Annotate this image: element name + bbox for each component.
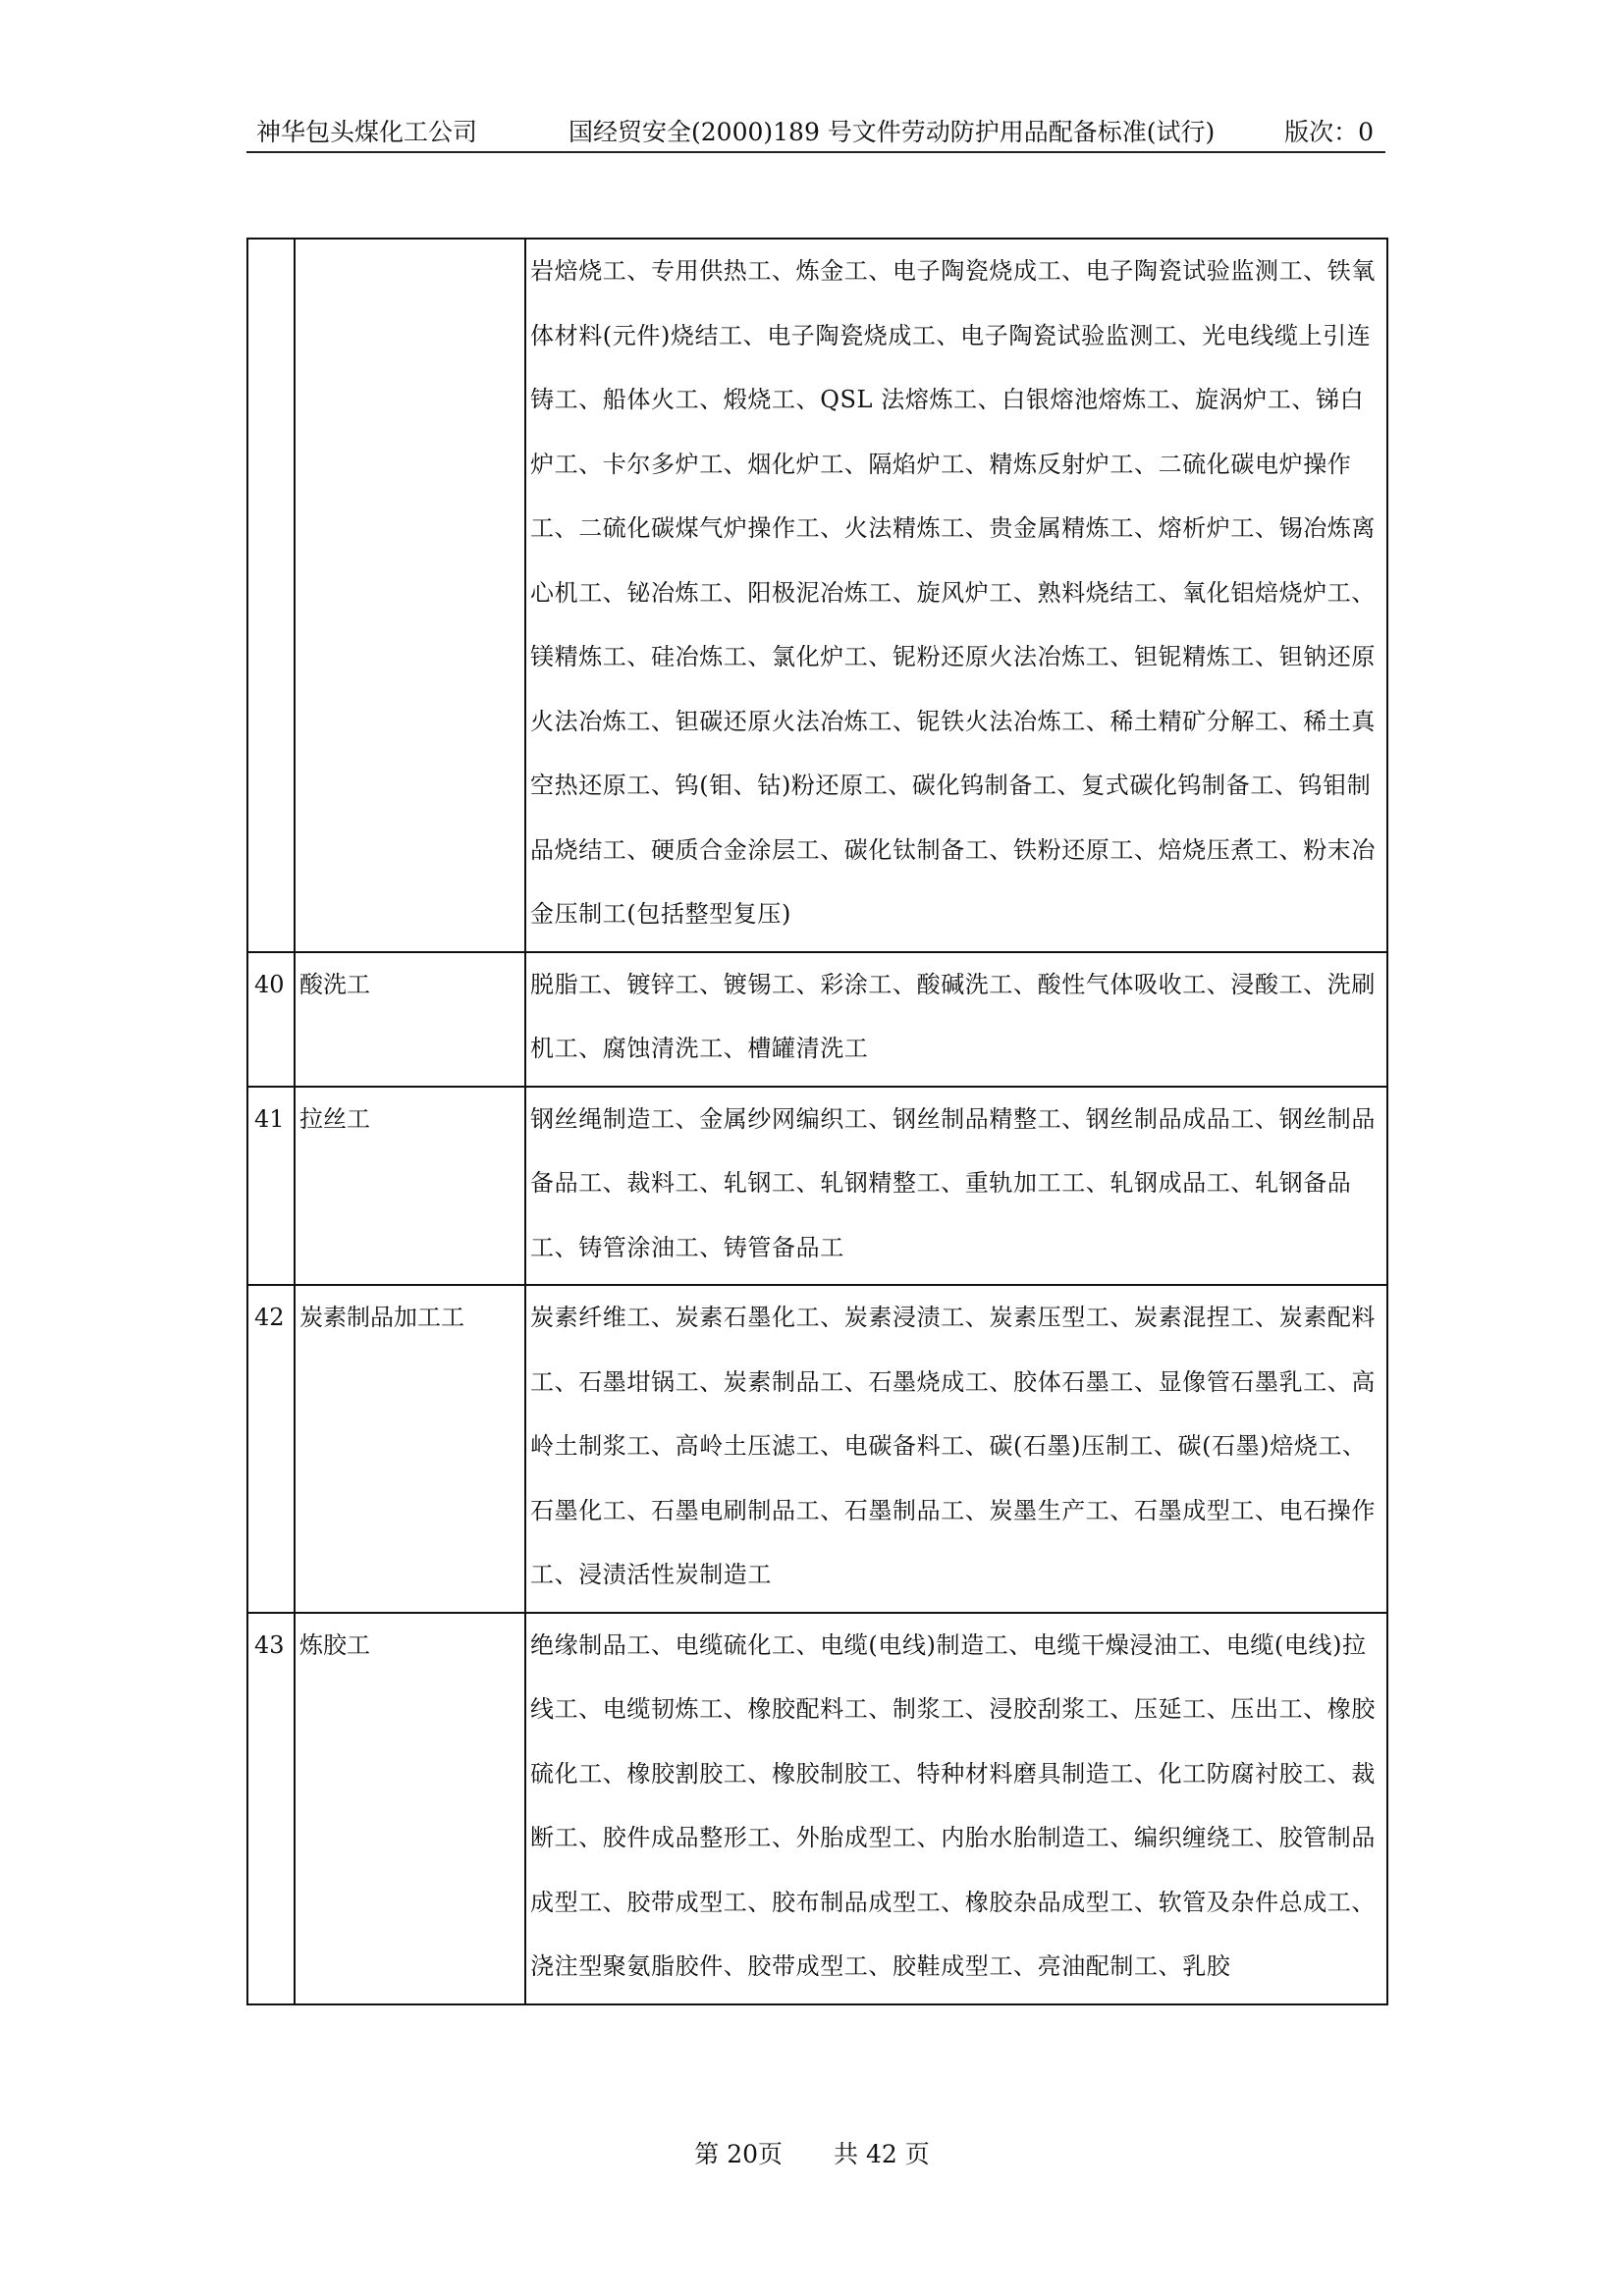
job-description	[525, 952, 1387, 1087]
job-description-text: 炭素纤维工、炭素石墨化工、炭素浸渍工、炭素压型工、炭素混捏工、炭素配料工、石墨坩锅工、炭素制品工、石墨烧成工、胶体石墨工、显像管石墨乳工、高岭土制浆工、高岭土压滤工、电碳备料工、碳(石墨)压制工、碳(石墨)焙烧工、石墨化工、石墨电刷制品工、石墨制品工、炭墨生产工、石墨成型工、电石操作工、浸渍活性炭制造工	[530, 1304, 1376, 1588]
row-number: 41	[247, 1087, 295, 1286]
header-company: 神华包头煤化工公司	[256, 118, 478, 146]
job-title	[295, 239, 525, 952]
job-description-text: 岩焙烧工、专用供热工、炼金工、电子陶瓷烧成工、电子陶瓷试验监测工、铁氧体材料(元件)烧结工、电子陶瓷烧成工、电子陶瓷试验监测工、光电线缆上引连铸工、船体火工、煅烧工、QSL 法熔炼工、白银熔池熔炼工、旋涡炉工、锑白炉工、卡尔多炉工、烟化炉工、隔焰炉工、精炼反射炉工、二硫化碳电炉操作工、二硫化碳煤气炉操作工、火法精炼工、贵金属精炼工、熔析炉工、锡冶炼离心机工、铋冶炼工、阳极泥冶炼工、旋风炉工、熟料烧结工、氧化铝焙烧炉工、镁精炼工、硅冶炼工、氯化炉工、铌粉还原火法冶炼工、钽铌精炼工、钽钠还原火法冶炼工、钽碳还原火法冶炼工、铌铁火法冶炼工、稀土精矿分解工、稀土真空热还原工、钨(钼、钴)粉还原工、碳化钨制备工、复式碳化钨制备工、钨钼制品烧结工、硬质合金涂层工、碳化钛制备工、铁粉还原工、焙烧压煮工、粉末冶金压制工(包括整型复压)	[530, 257, 1376, 928]
row-number: 43	[247, 1613, 295, 2004]
page-header	[246, 110, 1385, 153]
page-total: 共 42 页	[834, 2140, 930, 2168]
job-description	[525, 1087, 1387, 1286]
row-number	[247, 239, 295, 952]
job-description-text: 钢丝绳制造工、金属纱网编织工、钢丝制品精整工、钢丝制品成品工、钢丝制品备品工、裁料工、轧钢工、轧钢精整工、重轨加工工、轧钢成品工、轧钢备品工、铸管涂油工、铸管备品工	[530, 1104, 1376, 1261]
table-row	[247, 1087, 1387, 1286]
table-row	[247, 1285, 1387, 1613]
page-number: 第 20页	[694, 2140, 784, 2168]
job-description	[525, 239, 1387, 952]
table-row	[247, 239, 1387, 952]
row-number: 42	[247, 1285, 295, 1613]
row-number: 40	[247, 952, 295, 1087]
job-title: 酸洗工	[295, 952, 525, 1087]
job-description-text: 绝缘制品工、电缆硫化工、电缆(电线)制造工、电缆干燥浸油工、电缆(电线)拉线工、电缆韧炼工、橡胶配料工、制浆工、浸胶刮浆工、压延工、压出工、橡胶硫化工、橡胶割胶工、橡胶制胶工、特种材料磨具制造工、化工防腐衬胶工、裁断工、胶件成品整形工、外胎成型工、内胎水胎制造工、编织缠绕工、胶管制品成型工、胶带成型工、胶布制品成型工、橡胶杂品成型工、软管及杂件总成工、浇注型聚氨脂胶件、胶带成型工、胶鞋成型工、亮油配制工、乳胶	[530, 1630, 1376, 1980]
table-row	[247, 952, 1387, 1087]
job-description	[525, 1285, 1387, 1613]
job-title: 拉丝工	[295, 1087, 525, 1286]
standards-table	[246, 238, 1388, 2005]
table-row	[247, 1613, 1387, 2004]
job-title: 炭素制品加工工	[295, 1285, 525, 1613]
page-footer	[0, 2140, 1624, 2169]
job-description-text: 脱脂工、镀锌工、镀锡工、彩涂工、酸碱洗工、酸性气体吸收工、浸酸工、洗刷机工、腐蚀清洗工、槽罐清洗工	[530, 970, 1376, 1062]
job-description	[525, 1613, 1387, 2004]
job-title: 炼胶工	[295, 1613, 525, 2004]
header-document-title: 国经贸安全(2000)189 号文件劳动防护用品配备标准(试行)	[568, 118, 1216, 146]
header-version: 版次：0	[1284, 118, 1374, 146]
